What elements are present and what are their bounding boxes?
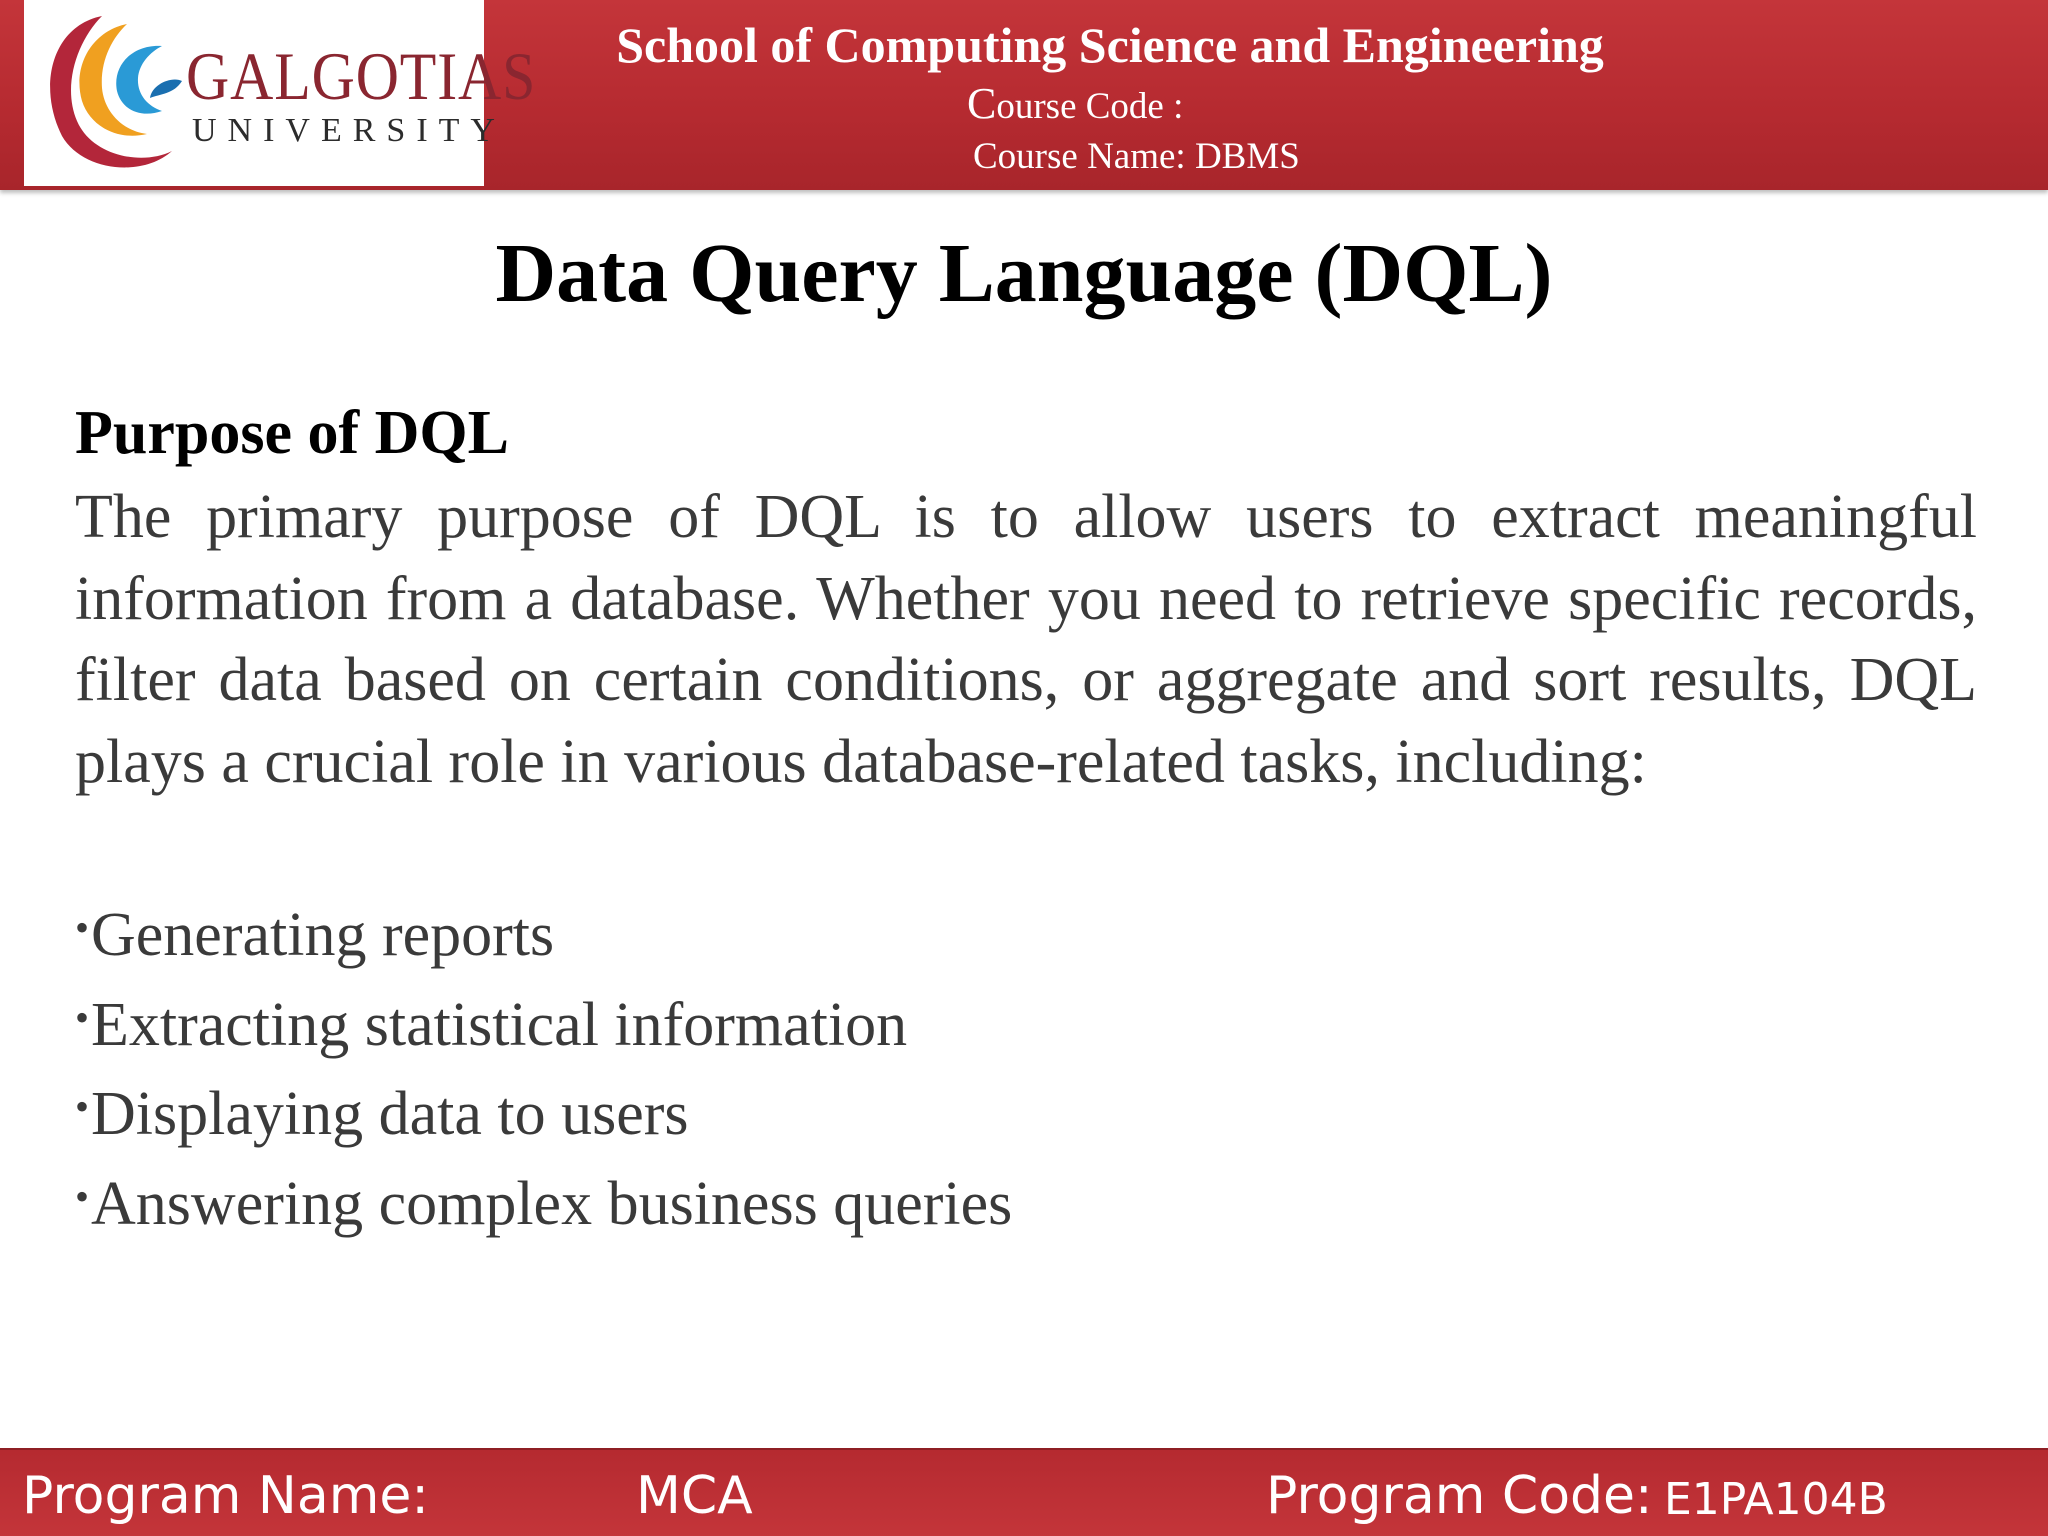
section-paragraph: The primary purpose of DQL is to allow users to extract meaningful information from a database. Whether you need to retrieve specific records, filter data based on certain conditions, or aggregate and sort results, DQL plays a crucial role in various database-related tasks, including: [75,483,1977,796]
section-heading: Purpose of DQL [75,399,509,467]
slide-title: Data Query Language (DQL) [495,227,1553,320]
list-item [75,1156,1012,1246]
footer-band [0,1448,2048,1536]
course-code-initial: C [967,79,997,128]
course-name: Course Name: DBMS [973,136,1300,177]
logo-subtitle: UNIVERSITY [192,112,506,149]
list-item-text: Generating reports [91,901,555,969]
list-item-text: Answering complex business queries [91,1169,1013,1238]
list-item [75,1066,1012,1156]
bullet-icon: • [75,1173,90,1219]
school-name: School of Computing Science and Engineering [616,17,1604,73]
program-name-label: Program Name: [22,1466,429,1526]
list-item [75,887,1012,977]
program-name-value: MCA [636,1466,753,1526]
bullet-icon: • [75,905,90,950]
list-item [75,977,1012,1067]
galgotias-logo-icon [32,6,192,178]
bullet-icon: • [75,1084,90,1129]
bullet-list [75,887,1012,1245]
logo-wordmark: GALGOTIAS [186,38,537,114]
program-code-label: Program Code: [1266,1466,1653,1526]
bullet-icon: • [75,994,90,1040]
university-logo [24,0,537,186]
list-item-text: Extracting statistical information [91,990,908,1059]
program-code-value: E1PA104B [1664,1474,1888,1525]
list-item-text: Displaying data to users [91,1080,689,1148]
course-code [967,79,1184,128]
header-band [0,0,2048,190]
course-code-rest: ourse Code : [996,86,1184,127]
